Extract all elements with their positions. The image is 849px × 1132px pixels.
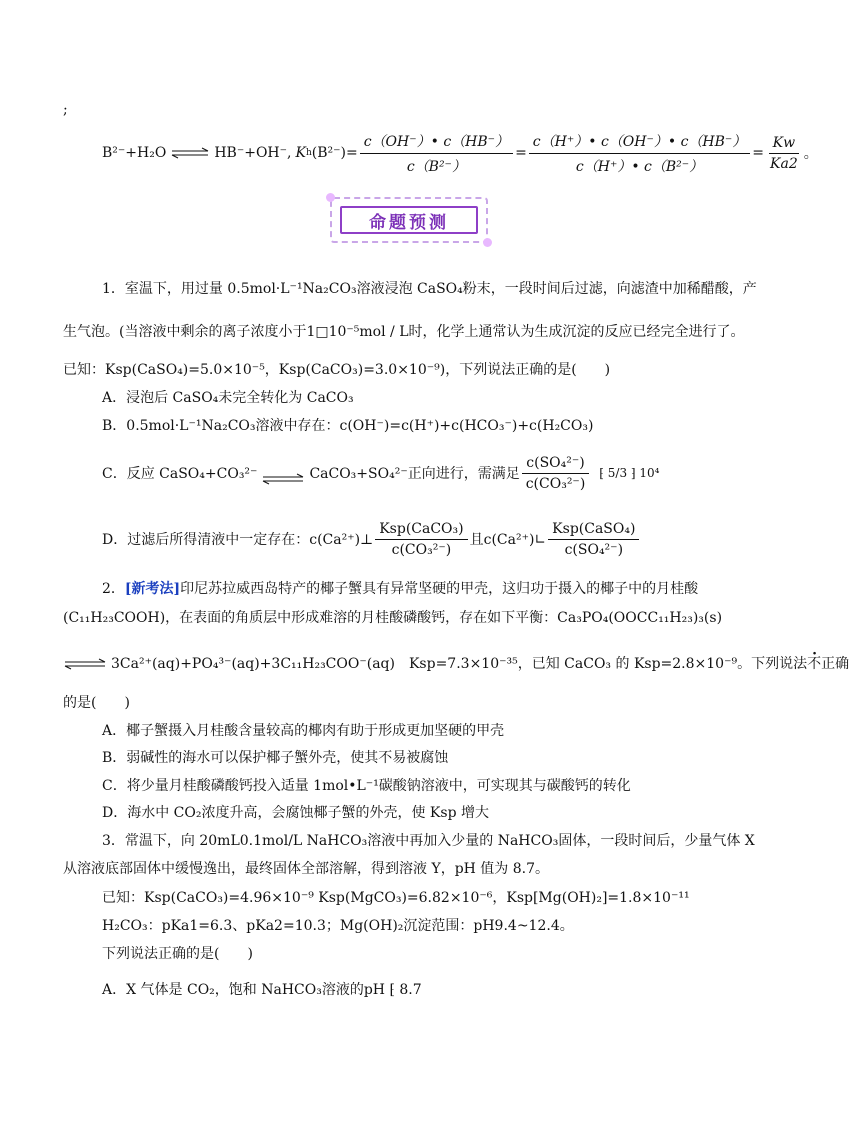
q3-line1: 3．常温下，向 20mL0.1mol/L NaHCO₃溶液中再加入少量的 NaHCO₃固体，一段时间后，少量气体 X: [102, 833, 755, 849]
hydrolysis-formula: B²⁻+H₂O HB⁻+OH⁻, K h (B²⁻)= $\frac{c(OH^-)• c(HB^-)}{\text{c（B²⁻）}}$ = $\frac{c(H^+)• c(OH^-)• c(HB^-)}{\text{c（H⁺）• c（B²⁻）}}$ = $\frac{Kw}{Ka2}$ 。: [102, 128, 818, 178]
q1-option-d-fraction2: [548, 521, 639, 558]
fraction-2: [529, 131, 751, 176]
kh-symbol: K: [295, 145, 306, 161]
banner-frame: [340, 206, 478, 234]
q1-option-d-num1: Ksp(CaCO₃): [375, 521, 467, 540]
q3-line5: 下列说法正确的是( ): [102, 946, 253, 962]
kh-sub: h: [305, 148, 312, 158]
fraction-2-num: c（H⁺）• c（OH⁻）• c（HB⁻）: [529, 131, 751, 154]
fraction-3-num: Kw: [769, 135, 799, 154]
q3-line3: 已知：Ksp(CaCO₃)=4.96×10⁻⁹ Ksp(MgCO₃)=6.82×10⁻⁶，Ksp[Mg(OH)₂]=1.8×10⁻¹¹: [102, 890, 690, 906]
equilibrium-arrow-icon: [63, 658, 107, 670]
formula-end: 。: [803, 146, 818, 162]
q2-option-b: B．弱碱性的海水可以保护椰子蟹外壳，使其不易被腐蚀: [102, 750, 449, 766]
q1-option-a: A．浸泡后 CaSO₄未完全转化为 CaCO₃: [102, 390, 354, 406]
q2-line4: 的是( ): [63, 695, 130, 711]
q2-line1: [102, 579, 698, 599]
fraction-2-den: c（H⁺）• c（B²⁻）: [575, 158, 704, 175]
formula-left: B²⁻+H₂O: [102, 145, 167, 161]
q1-option-c-fraction: [522, 455, 590, 492]
kh-arg: (B²⁻)=: [311, 145, 358, 161]
q1-option-c-mid: CaCO₃+SO₄²⁻正向进行，需满足: [309, 466, 520, 482]
q1-line3: 已知：Ksp(CaSO₄)=5.0×10⁻⁵，Ksp(CaCO₃)=3.0×10⁻⁹)，下列说法正确的是( ): [63, 362, 611, 378]
q1-option-d-mid: 且c(Ca²⁺)∟: [469, 532, 547, 548]
equilibrium-arrow-icon: [261, 473, 305, 485]
q2-line3: [63, 654, 849, 674]
q1-option-c: [102, 448, 660, 498]
fraction-1: [360, 131, 513, 176]
section-banner: [330, 197, 488, 243]
q3-line2: 从溶液底部固体中缓慢逸出，最终固体全部溶解，得到溶液 Y，pH 值为 8.7。: [63, 861, 550, 877]
q2-option-c: C．将少量月桂酸磷酸钙投入适量 1mol•L⁻¹碳酸钠溶液中，可实现其与碳酸钙的转化: [102, 778, 631, 794]
q2-line2: (C₁₁H₂₃COOH)，在表面的角质层中形成难溶的月桂酸磷酸钙，存在如下平衡：Ca₃PO₄(OOCC₁₁H₂₃)₃(s): [63, 610, 723, 626]
q3-option-a: A．X 气体是 CO₂，饱和 NaHCO₃溶液的pH ⁅ 8.7: [102, 982, 422, 998]
q1-option-d: [102, 514, 641, 564]
q2-line3-text: 3Ca²⁺(aq)+PO₄³⁻(aq)+3C₁₁H₂₃COO⁻(aq) Ksp=7.3×10⁻³⁵，已知 CaCO₃ 的 Ksp=2.8×10⁻⁹。下列说法: [111, 656, 808, 672]
fraction-1-num: c（OH⁻）• c（HB⁻）: [360, 131, 513, 154]
q1-option-d-pre: D．过滤后所得清液中一定存在：c(Ca²⁺)⊥: [102, 532, 374, 548]
q1-line2: 生气泡。(当溶液中剩余的离子浓度小于1□10⁻⁵mol / L时，化学上通常认为生成沉淀的反应已经完全进行了。: [63, 324, 745, 340]
q2-tag: [新考法]: [124, 581, 181, 597]
formula-right: HB⁻+OH⁻,: [214, 145, 292, 161]
q2-line1-text: 印尼苏拉威西岛特产的椰子蟹具有异常坚硬的甲壳，这归功于摄入的椰子中的月桂酸: [180, 581, 699, 597]
fraction-3-den: Ka2: [770, 155, 798, 172]
equilibrium-arrow-icon: [170, 147, 210, 159]
q1-option-c-den: c(CO₃²⁻): [525, 475, 586, 492]
q1-option-c-pre: C．反应 CaSO₄+CO₃²⁻: [102, 466, 258, 482]
q2-option-d: D．海水中 CO₂浓度升高，会腐蚀椰子蟹的外壳，使 Ksp 增大: [102, 805, 489, 821]
banner-title: 命题预测: [369, 212, 449, 233]
q1-option-d-den1: c(CO₃²⁻): [391, 541, 452, 558]
fraction-3: [766, 135, 802, 172]
q1-option-c-tail: ⁅ 5/3 ⁆ 10⁴: [599, 466, 660, 480]
q1-option-d-fraction1: [375, 521, 467, 558]
fraction-1-den: c（B²⁻）: [406, 158, 466, 175]
banner-dot-icon: [326, 193, 335, 202]
q1-option-d-den2: c(SO₄²⁻): [564, 541, 624, 558]
q2-line3-emphasis: · 不正确: [807, 654, 849, 674]
q1-option-b: B．0.5mol·L⁻¹Na₂CO₃溶液中存在：c(OH⁻)=c(H⁺)+c(HCO₃⁻)+c(H₂CO₃): [102, 418, 594, 434]
q2-option-a: A．椰子蟹摄入月桂酸含量较高的椰肉有助于形成更加坚硬的甲壳: [102, 723, 505, 739]
top-mark: ;: [63, 102, 68, 118]
q1-line1: 1．室温下，用过量 0.5mol·L⁻¹Na₂CO₃溶液浸泡 CaSO₄粉末，一段时间后过滤，向滤渣中加稀醋酸，产: [102, 281, 757, 297]
q3-line4: H₂CO₃：pKa1=6.3、pKa2=10.3；Mg(OH)₂沉淀范围：pH9.4~12.4。: [102, 918, 574, 934]
banner-dot-icon: [483, 238, 492, 247]
q1-option-c-num: c(SO₄²⁻): [522, 455, 588, 474]
q2-number: 2．: [102, 581, 125, 597]
q1-option-d-num2: Ksp(CaSO₄): [548, 521, 639, 540]
